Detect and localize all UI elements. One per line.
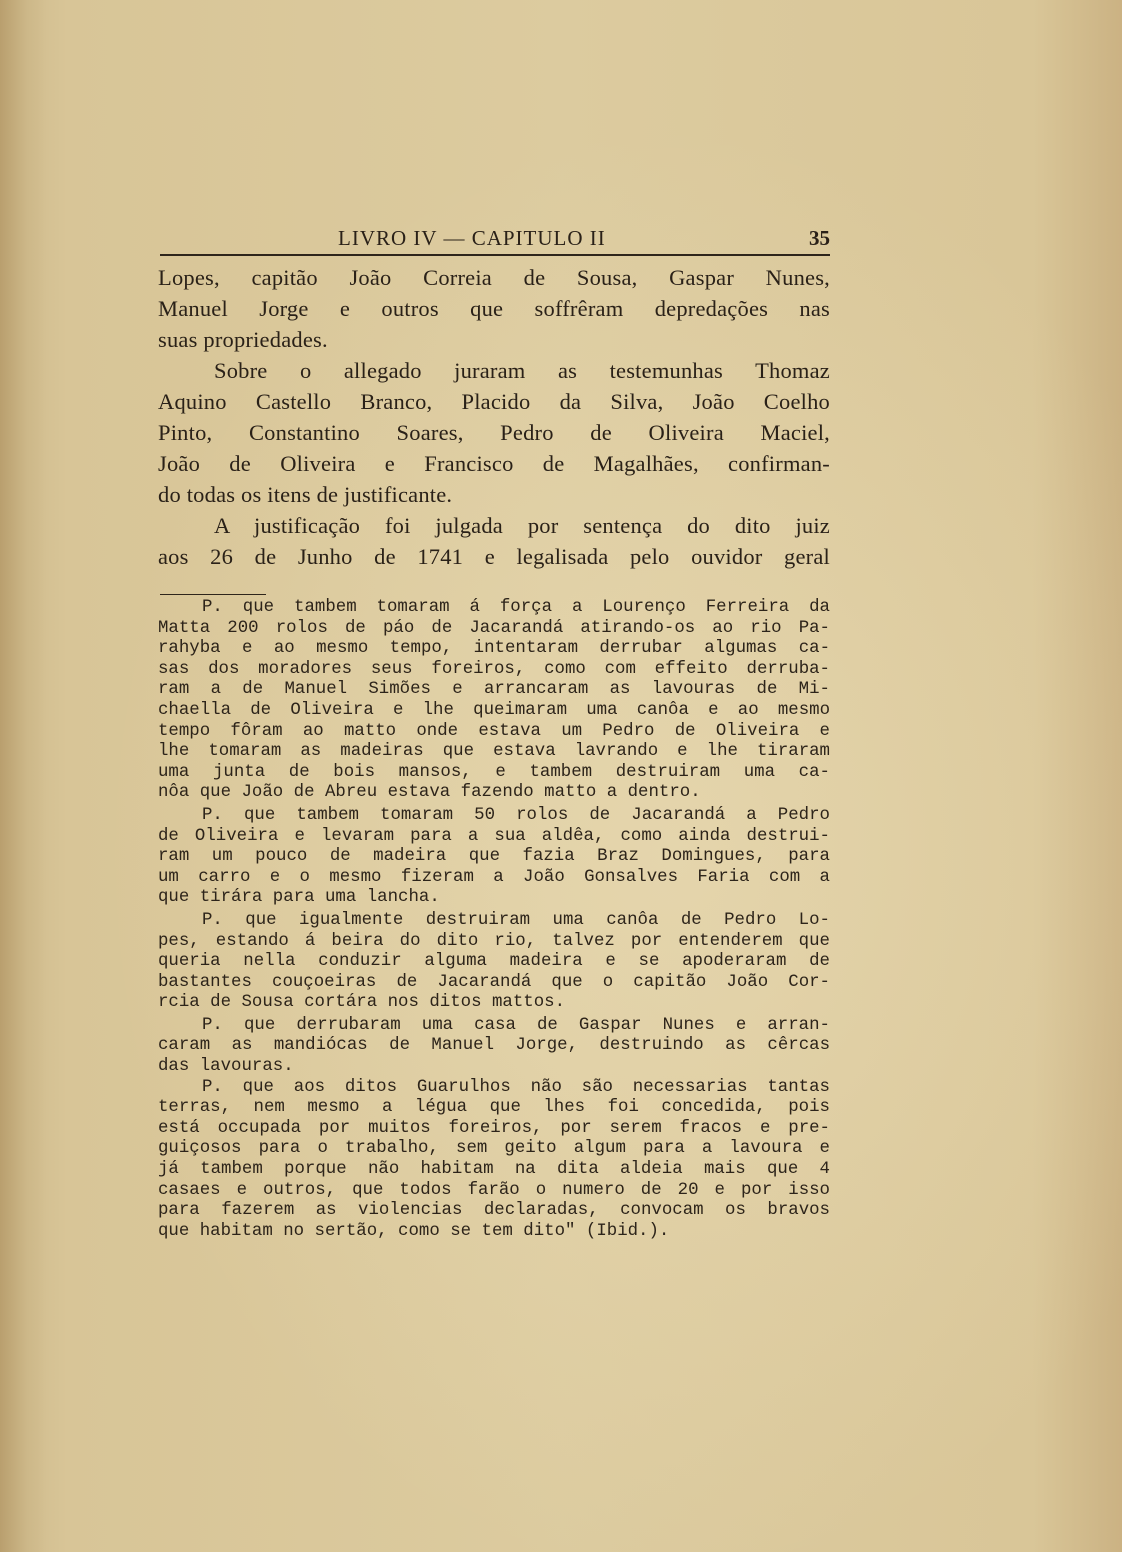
text-line: João de Oliveira e Francisco de Magalhães, confirman- xyxy=(158,451,830,476)
text-line: Manuel Jorge e outros que soffrêram depredações nas xyxy=(158,296,830,321)
footnote-block xyxy=(158,598,830,1242)
text-line: Lopes, capitão João Correia de Sousa, Gaspar Nunes, xyxy=(158,265,830,290)
text-line: do todas os itens de justificante. xyxy=(158,482,453,507)
footnote-line: caram as mandiócas de Manuel Jorge, destruindo as cêrcas xyxy=(158,1036,830,1056)
footnote-rule xyxy=(160,594,266,595)
footnote-line: Matta 200 rolos de páo de Jacarandá atirando-os ao rio Pa- xyxy=(158,618,830,638)
footnote-line: guiçosos para o trabalho, sem geito algum para a lavoura e xyxy=(158,1139,830,1159)
text-line: Pinto, Constantino Soares, Pedro de Oliveira Maciel, xyxy=(158,420,830,445)
footnote-line: P. que igualmente destruiram uma canôa de Pedro Lo- xyxy=(202,910,830,930)
running-header-title: LIVRO IV — CAPITULO II xyxy=(338,226,606,250)
footnote-line: ram a de Manuel Simões e arrancaram as lavouras de Mi- xyxy=(158,680,830,700)
footnote-line: já tambem porque não habitam na dita aldeia mais que 4 xyxy=(158,1160,830,1180)
footnote-line: P. que tambem tomaram á força a Lourenço Ferreira da xyxy=(202,598,830,617)
text-line: Sobre o allegado juraram as testemunhas Thomaz xyxy=(214,358,830,383)
footnote-line: casaes e outros, que todos farão o numero de 20 e por isso xyxy=(158,1180,830,1200)
footnote-line: bastantes couçoeiras de Jacarandá que o capitão João Cor- xyxy=(158,972,830,992)
footnote-line: de Oliveira e levaram para a sua aldêa, como ainda destrui- xyxy=(158,826,830,846)
footnote-line: que habitam no sertão, como se tem dito" (Ibid.). xyxy=(158,1221,670,1241)
text-line: Aquino Castello Branco, Placido da Silva, João Coelho xyxy=(158,389,830,414)
footnote-line: rcia de Sousa cortára nos ditos mattos. xyxy=(158,993,566,1013)
footnote-line: P. que derrubaram uma casa de Gaspar Nunes e arran- xyxy=(202,1015,830,1035)
main-text xyxy=(158,262,830,572)
text-line: suas propriedades. xyxy=(158,327,328,352)
footnote-line: está occupada por muitos foreiros, por serem fracos e pre- xyxy=(158,1118,830,1138)
footnote-line: nôa que João de Abreu estava fazendo matto a dentro. xyxy=(158,783,701,803)
footnote-line: uma junta de bois mansos, e tambem destruiram uma ca- xyxy=(158,762,830,782)
footnote-line: P. que aos ditos Guarulhos não são necessarias tantas xyxy=(202,1077,830,1097)
footnote-line: chaella de Oliveira e lhe queimaram uma canôa e ao mesmo xyxy=(158,700,830,720)
text-line: aos 26 de Junho de 1741 e legalisada pelo ouvidor geral xyxy=(158,544,830,569)
text-line: A justificação foi julgada por sentença do dito juiz xyxy=(214,513,830,538)
footnote-line: queria nella conduzir alguma madeira e se apoderaram de xyxy=(158,952,830,972)
footnote-line: para fazerem as violencias declaradas, convocam os bravos xyxy=(158,1201,830,1221)
footnote-line: das lavouras. xyxy=(158,1057,294,1077)
running-header xyxy=(160,226,830,256)
footnote-line: terras, nem mesmo a légua que lhes foi concedida, pois xyxy=(158,1098,830,1118)
footnote-line: tempo fôram ao matto onde estava um Pedro de Oliveira e xyxy=(158,721,830,741)
footnote-line: lhe tomaram as madeiras que estava lavrando e lhe tiraram xyxy=(158,742,830,762)
footnote-line: sas dos moradores seus foreiros, como com effeito derruba- xyxy=(158,659,830,679)
footnote-line: ram um pouco de madeira que fazia Braz Domingues, para xyxy=(158,847,830,867)
page-number: 35 xyxy=(809,226,830,250)
footnote-line: P. que tambem tomaram 50 rolos de Jacarandá a Pedro xyxy=(202,805,830,825)
footnote-line: rahyba e ao mesmo tempo, intentaram derrubar algumas ca- xyxy=(158,639,830,659)
footnote-line: um carro e o mesmo fizeram a João Gonsalves Faria com a xyxy=(158,867,830,887)
page-spine-shadow xyxy=(0,0,46,1552)
footnote-line: que tirára para uma lancha. xyxy=(158,888,440,908)
footnote-line: pes, estando á beira do dito rio, talvez por entenderem que xyxy=(158,931,830,951)
